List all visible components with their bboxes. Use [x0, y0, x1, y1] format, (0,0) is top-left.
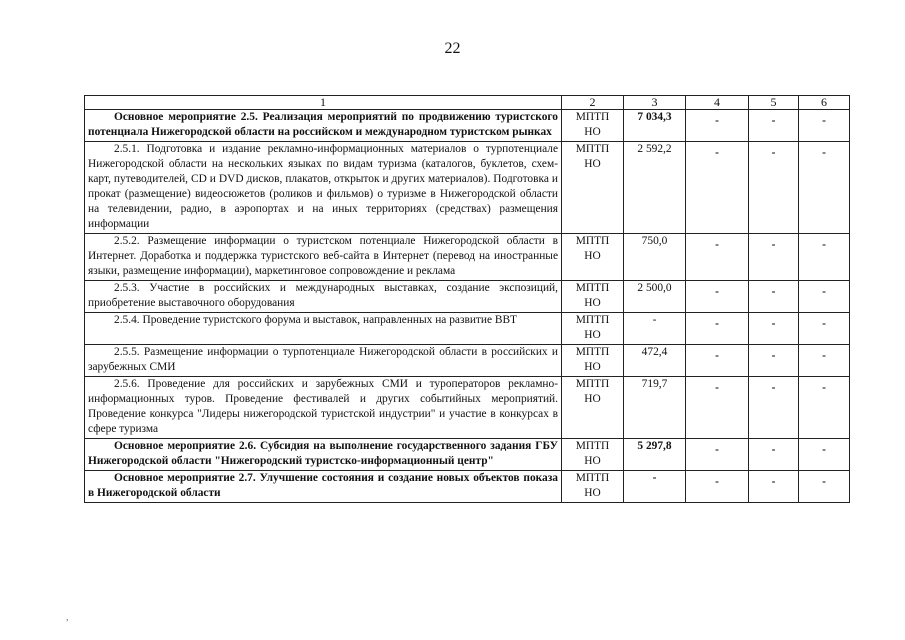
executor-line: МПТП	[575, 235, 610, 247]
col4-cell: -	[686, 313, 749, 345]
col6-cell: -	[799, 142, 850, 234]
header-cell-4: 4	[686, 96, 749, 110]
executor-line: МПТП	[575, 143, 610, 155]
activity-description: 2.5.6. Проведение для российских и зарубежных СМИ и туроператоров рекламно-информационных туров. Проведение фестивалей и других событийных мероприятий. Проведение конкурса "Лидеры нижегородской туристской индустрии" и участие в конкурсах в сфере туризма	[85, 377, 562, 439]
header-cell-3: 3	[624, 96, 686, 110]
executor-cell	[562, 281, 624, 313]
amount-cell: -	[624, 471, 686, 503]
executor-cell	[562, 110, 624, 142]
activity-description: 2.5.2. Размещение информации о туристском потенциале Нижегородской области в Интернет. Доработка и поддержка туристского веб-сайта в Интернет (перевод на иностранные языки, размещение информации), маркетинговое сопровождение и реклама	[85, 234, 562, 281]
executor-line: МПТП	[575, 282, 610, 294]
table-row	[85, 471, 850, 503]
col5-cell: -	[749, 110, 799, 142]
table-row	[85, 281, 850, 313]
executor-line: НО	[584, 393, 601, 405]
executor-line: МПТП	[575, 378, 610, 390]
activity-description: 2.5.3. Участие в российских и международных выставках, создание экспозиций, приобретение выставочного оборудования	[85, 281, 562, 313]
col5-cell: -	[749, 439, 799, 471]
col6-cell: -	[799, 345, 850, 377]
executor-line: НО	[584, 158, 601, 170]
col5-cell: -	[749, 281, 799, 313]
amount-cell: 2 592,2	[624, 142, 686, 234]
col6-cell: -	[799, 234, 850, 281]
executor-line: НО	[584, 487, 601, 499]
col4-cell: -	[686, 142, 749, 234]
executor-line: НО	[584, 126, 601, 138]
col6-cell: -	[799, 110, 850, 142]
executor-line: МПТП	[575, 346, 610, 358]
col5-cell: -	[749, 471, 799, 503]
col4-cell: -	[686, 439, 749, 471]
executor-line: НО	[584, 361, 601, 373]
col4-cell: -	[686, 110, 749, 142]
executor-line: МПТП	[575, 472, 610, 484]
program-table	[84, 95, 850, 503]
executor-cell	[562, 471, 624, 503]
col5-cell: -	[749, 377, 799, 439]
table-row	[85, 110, 850, 142]
col5-cell: -	[749, 234, 799, 281]
col4-cell: -	[686, 377, 749, 439]
executor-cell	[562, 439, 624, 471]
executor-cell	[562, 234, 624, 281]
col6-cell: -	[799, 281, 850, 313]
amount-cell: -	[624, 313, 686, 345]
header-cell-5: 5	[749, 96, 799, 110]
amount-cell: 472,4	[624, 345, 686, 377]
table-row	[85, 439, 850, 471]
executor-line: МПТП	[575, 440, 610, 452]
executor-line: НО	[584, 329, 601, 341]
table-row	[85, 377, 850, 439]
activity-description: 2.5.1. Подготовка и издание рекламно-информационных материалов о турпотенциале Нижегородской области на нескольких языках по видам туризма (каталогов, буклетов, схем-карт, путеводителей, CD и DVD дисков, плакатов, открыток и других материалов). Подготовка и прокат (размещение) видеосюжетов (роликов и фильмов) о туризме в Нижегородской области на телевидении, радио, в аэропортах и на иных территориях (средствах) размещения информации	[85, 142, 562, 234]
col5-cell: -	[749, 142, 799, 234]
table-row	[85, 345, 850, 377]
executor-line: НО	[584, 455, 601, 467]
activity-description: 2.5.4. Проведение туристского форума и выставок, направленных на развитие ВВТ	[85, 313, 562, 345]
col6-cell: -	[799, 439, 850, 471]
executor-line: НО	[584, 297, 601, 309]
col4-cell: -	[686, 234, 749, 281]
executor-cell	[562, 377, 624, 439]
executor-cell	[562, 313, 624, 345]
col6-cell: -	[799, 377, 850, 439]
col6-cell: -	[799, 313, 850, 345]
col6-cell: -	[799, 471, 850, 503]
table-row	[85, 313, 850, 345]
executor-line: НО	[584, 250, 601, 262]
table-row	[85, 142, 850, 234]
header-cell-2: 2	[562, 96, 624, 110]
amount-cell: 5 297,8	[624, 439, 686, 471]
col4-cell: -	[686, 281, 749, 313]
amount-cell: 719,7	[624, 377, 686, 439]
activity-description: Основное мероприятие 2.6. Субсидия на выполнение государственного задания ГБУ Нижегородской области "Нижегородский туристско-информационный центр"	[85, 439, 562, 471]
header-cell-6: 6	[799, 96, 850, 110]
executor-cell	[562, 345, 624, 377]
amount-cell: 750,0	[624, 234, 686, 281]
amount-cell: 7 034,3	[624, 110, 686, 142]
activity-description: 2.5.5. Размещение информации о турпотенциале Нижегородской области в российских и зарубежных СМИ	[85, 345, 562, 377]
col4-cell: -	[686, 471, 749, 503]
header-cell-1: 1	[85, 96, 562, 110]
col5-cell: -	[749, 313, 799, 345]
table-row	[85, 234, 850, 281]
amount-cell: 2 500,0	[624, 281, 686, 313]
executor-line: МПТП	[575, 314, 610, 326]
executor-cell	[562, 142, 624, 234]
activity-description: Основное мероприятие 2.7. Улучшение состояния и создание новых объектов показа в Нижегородской области	[85, 471, 562, 503]
page-number: 22	[444, 40, 461, 57]
table-body	[85, 110, 850, 503]
table-header-row	[85, 96, 850, 110]
scan-mark: ,	[66, 612, 69, 623]
col4-cell: -	[686, 345, 749, 377]
activity-description: Основное мероприятие 2.5. Реализация мероприятий по продвижению туристского потенциала Нижегородской области на российском и международном туристском рынках	[85, 110, 562, 142]
executor-line: МПТП	[575, 111, 610, 123]
col5-cell: -	[749, 345, 799, 377]
